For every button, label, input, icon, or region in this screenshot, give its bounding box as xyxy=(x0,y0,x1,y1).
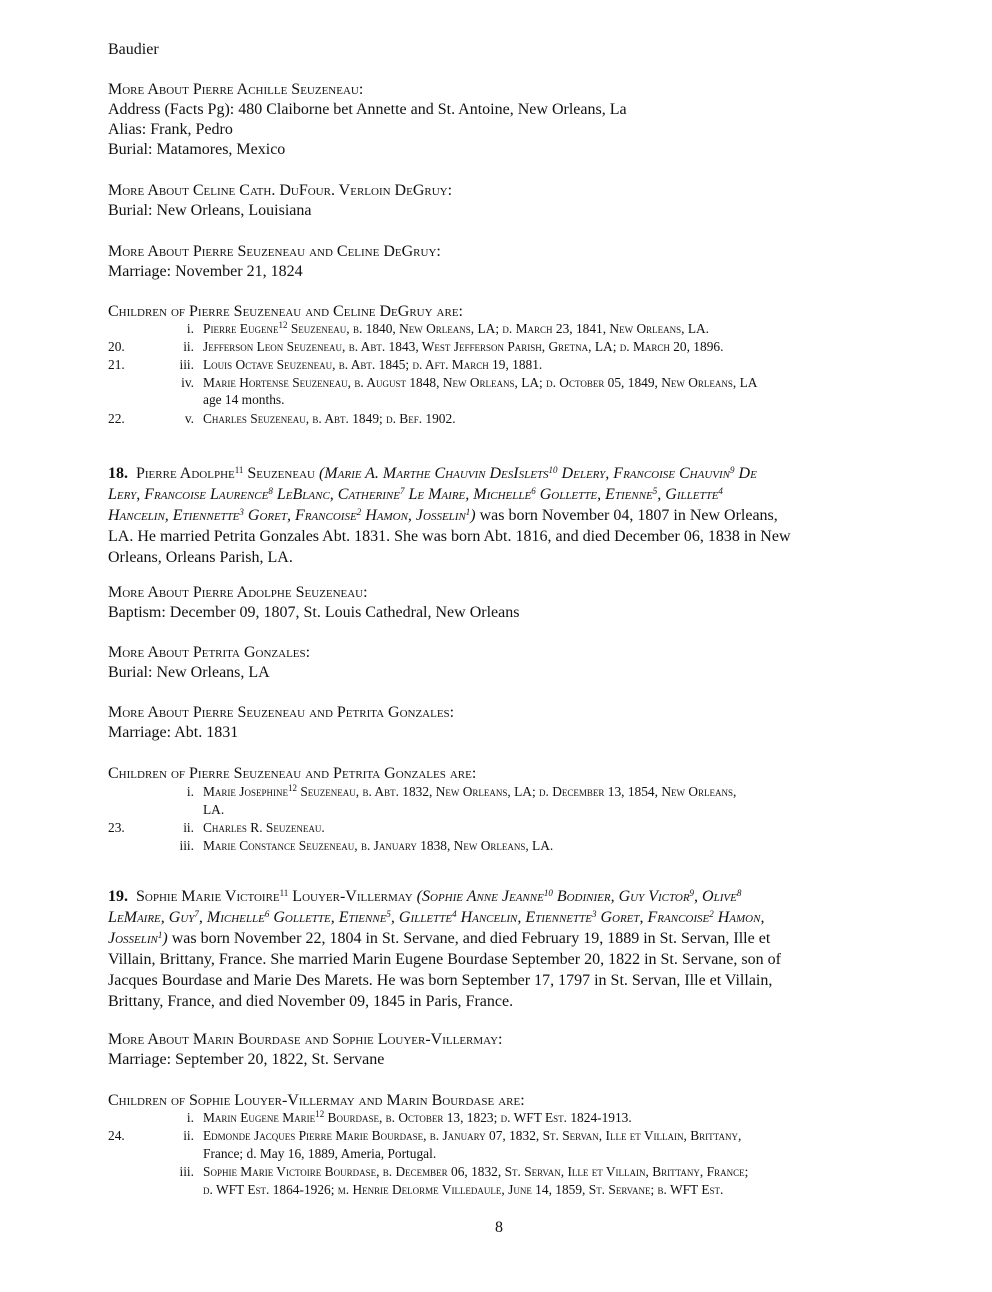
child-entry: Marie Constance Seuzeneau, b. January 1838, New Orleans, LA. xyxy=(203,838,554,853)
entry-line: Lery, Francoise Laurence$^8$ LeBlanc, Catherine$^7$ Le Maire, Michelle$^6$ Gollette, Etienne$^5$, Gillette$^4$ xyxy=(108,486,723,503)
child-index: iv. xyxy=(181,375,194,390)
fact-baptism: Baptism: December 09, 1807, St. Louis Cathedral, New Orleans xyxy=(108,604,520,621)
entry-line: Hancelin, Etiennette$^3$ Goret, Francoise$^2$ Hamon, Josselin$^1$) was born November 04, 1807 in New Orleans, xyxy=(108,507,778,524)
about-heading: More About Pierre Achille Seuzeneau: xyxy=(108,81,364,98)
child-entry-continued: age 14 months. xyxy=(203,392,285,407)
child-entry: Pierre Eugene$^{12}$ Seuzeneau, b. 1840, New Orleans, LA; d. March 23, 1841, New Orleans, LA. xyxy=(203,320,710,336)
child-index: i. xyxy=(186,321,194,336)
about-heading: More About Pierre Seuzeneau and Celine DeGruy: xyxy=(108,243,441,260)
child-entry: Jefferson Leon Seuzeneau, b. Abt. 1843, West Jefferson Parish, Gretna, LA; d. March 20, 1896. xyxy=(203,339,724,354)
generation-number: 20. xyxy=(108,339,125,354)
about-heading: More About Pierre Seuzeneau and Petrita Gonzales: xyxy=(108,704,455,721)
child-entry: Marie Josephine$^{12}$ Seuzeneau, b. Abt. 1832, New Orleans, LA; d. December 13, 1854, New Orleans, xyxy=(203,783,737,799)
entry-line: LA. He married Petrita Gonzales Abt. 1831. She was born Abt. 1816, and died December 06, 1838 in New xyxy=(108,528,791,545)
child-entry: Edmonde Jacques Pierre Marie Bourdase, b. January 07, 1832, St. Servan, Ille et Villain, Brittany, xyxy=(203,1128,742,1143)
about-heading: More About Celine Cath. DuFour. Verloin DeGruy: xyxy=(108,182,453,199)
entry-number: 19. xyxy=(108,888,128,905)
children-heading: Children of Pierre Seuzeneau and Celine DeGruy are: xyxy=(108,303,463,320)
generation-number: 24. xyxy=(108,1128,125,1143)
entry-line: Josselin$^1$) was born November 22, 1804 in St. Servane, and died February 19, 1889 in St. Servan, Ille et xyxy=(108,930,771,947)
fact-burial: Burial: New Orleans, LA xyxy=(108,664,270,681)
child-entry-continued: d. WFT Est. 1864-1926; m. Henrie Delorme Villedaule, June 14, 1859, St. Servane; b. WFT Est. xyxy=(203,1182,724,1197)
children-heading: Children of Pierre Seuzeneau and Petrita Gonzales are: xyxy=(108,765,477,782)
child-entry: Charles Seuzeneau, b. Abt. 1849; d. Bef. 1902. xyxy=(203,411,456,426)
entry-line: 18. Pierre Adolphe$^{11}$ Seuzeneau (Marie A. Marthe Chauvin DesIslets$^{10}$ Delery, Francoise Chauvin$^9$ De xyxy=(108,465,757,482)
child-entry: Sophie Marie Victoire Bourdase, b. December 06, 1832, St. Servan, Ille et Villain, Brittany, France; xyxy=(203,1164,749,1179)
entry-line: Brittany, France, and died November 09, 1845 in Paris, France. xyxy=(108,993,514,1010)
fact-burial: Burial: Matamores, Mexico xyxy=(108,141,286,158)
child-entry-continued: LA. xyxy=(203,802,225,817)
fact-marriage: Marriage: Abt. 1831 xyxy=(108,724,239,741)
entry-line: Orleans, Orleans Parish, LA. xyxy=(108,549,293,566)
child-entry: Louis Octave Seuzeneau, b. Abt. 1845; d. Aft. March 19, 1881. xyxy=(203,357,543,372)
children-heading: Children of Sophie Louyer-Villermay and Marin Bourdase are: xyxy=(108,1092,525,1109)
entry-line: 19. Sophie Marie Victoire$^{11}$ Louyer-Villermay (Sophie Anne Jeanne$^{10}$ Bodinier, Guy Victor$^9$, Olive$^8$ xyxy=(108,888,742,905)
generation-number: 22. xyxy=(108,411,125,426)
entry-line: Jacques Bourdase and Marie Des Marets. He was born September 17, 1797 in St. Servan, Ille et Villain, xyxy=(108,972,773,989)
child-index: iii. xyxy=(179,1164,194,1179)
generation-number: 21. xyxy=(108,357,125,372)
person-entry-19 xyxy=(108,886,868,1012)
page-number: 8 xyxy=(495,1219,503,1236)
child-entry: Marie Hortense Seuzeneau, b. August 1848, New Orleans, LA; d. October 05, 1849, New Orleans, LA xyxy=(203,375,758,390)
child-index: v. xyxy=(184,411,194,426)
entry-line: LeMaire, Guy$^7$, Michelle$^6$ Gollette, Etienne$^5$, Gillette$^4$ Hancelin, Etiennette$^3$ Goret, Francoise$^2$ Hamon, xyxy=(108,909,765,926)
fact-marriage: Marriage: November 21, 1824 xyxy=(108,263,303,280)
child-index: ii. xyxy=(183,820,194,835)
entry-line: Villain, Brittany, France. She married Marin Eugene Bourdase September 20, 1822 in St. Servane, son of xyxy=(108,951,781,968)
child-index: i. xyxy=(186,784,194,799)
fact-alias: Alias: Frank, Pedro xyxy=(108,121,233,138)
entry-number: 18. xyxy=(108,465,128,482)
child-index: i. xyxy=(186,1110,194,1125)
person-entry-18 xyxy=(108,463,868,568)
child-index: ii. xyxy=(183,1128,194,1143)
child-index: iii. xyxy=(179,357,194,372)
child-entry-continued: France; d. May 16, 1889, Ameria, Portugal. xyxy=(203,1146,437,1161)
about-heading: More About Petrita Gonzales: xyxy=(108,644,311,661)
running-header-surname: Baudier xyxy=(108,41,159,58)
fact-marriage: Marriage: September 20, 1822, St. Servane xyxy=(108,1051,385,1068)
fact-address: Address (Facts Pg): 480 Claiborne bet Annette and St. Antoine, New Orleans, La xyxy=(108,101,627,118)
child-entry: Marin Eugene Marie$^{12}$ Bourdase, b. October 13, 1823; d. WFT Est. 1824-1913. xyxy=(203,1109,632,1125)
fact-burial: Burial: New Orleans, Louisiana xyxy=(108,202,312,219)
about-heading: More About Pierre Adolphe Seuzeneau: xyxy=(108,584,368,601)
child-entry: Charles R. Seuzeneau. xyxy=(203,820,325,835)
generation-number: 23. xyxy=(108,820,125,835)
child-index: iii. xyxy=(179,838,194,853)
about-heading: More About Marin Bourdase and Sophie Louyer-Villermay: xyxy=(108,1031,503,1048)
child-index: ii. xyxy=(183,339,194,354)
